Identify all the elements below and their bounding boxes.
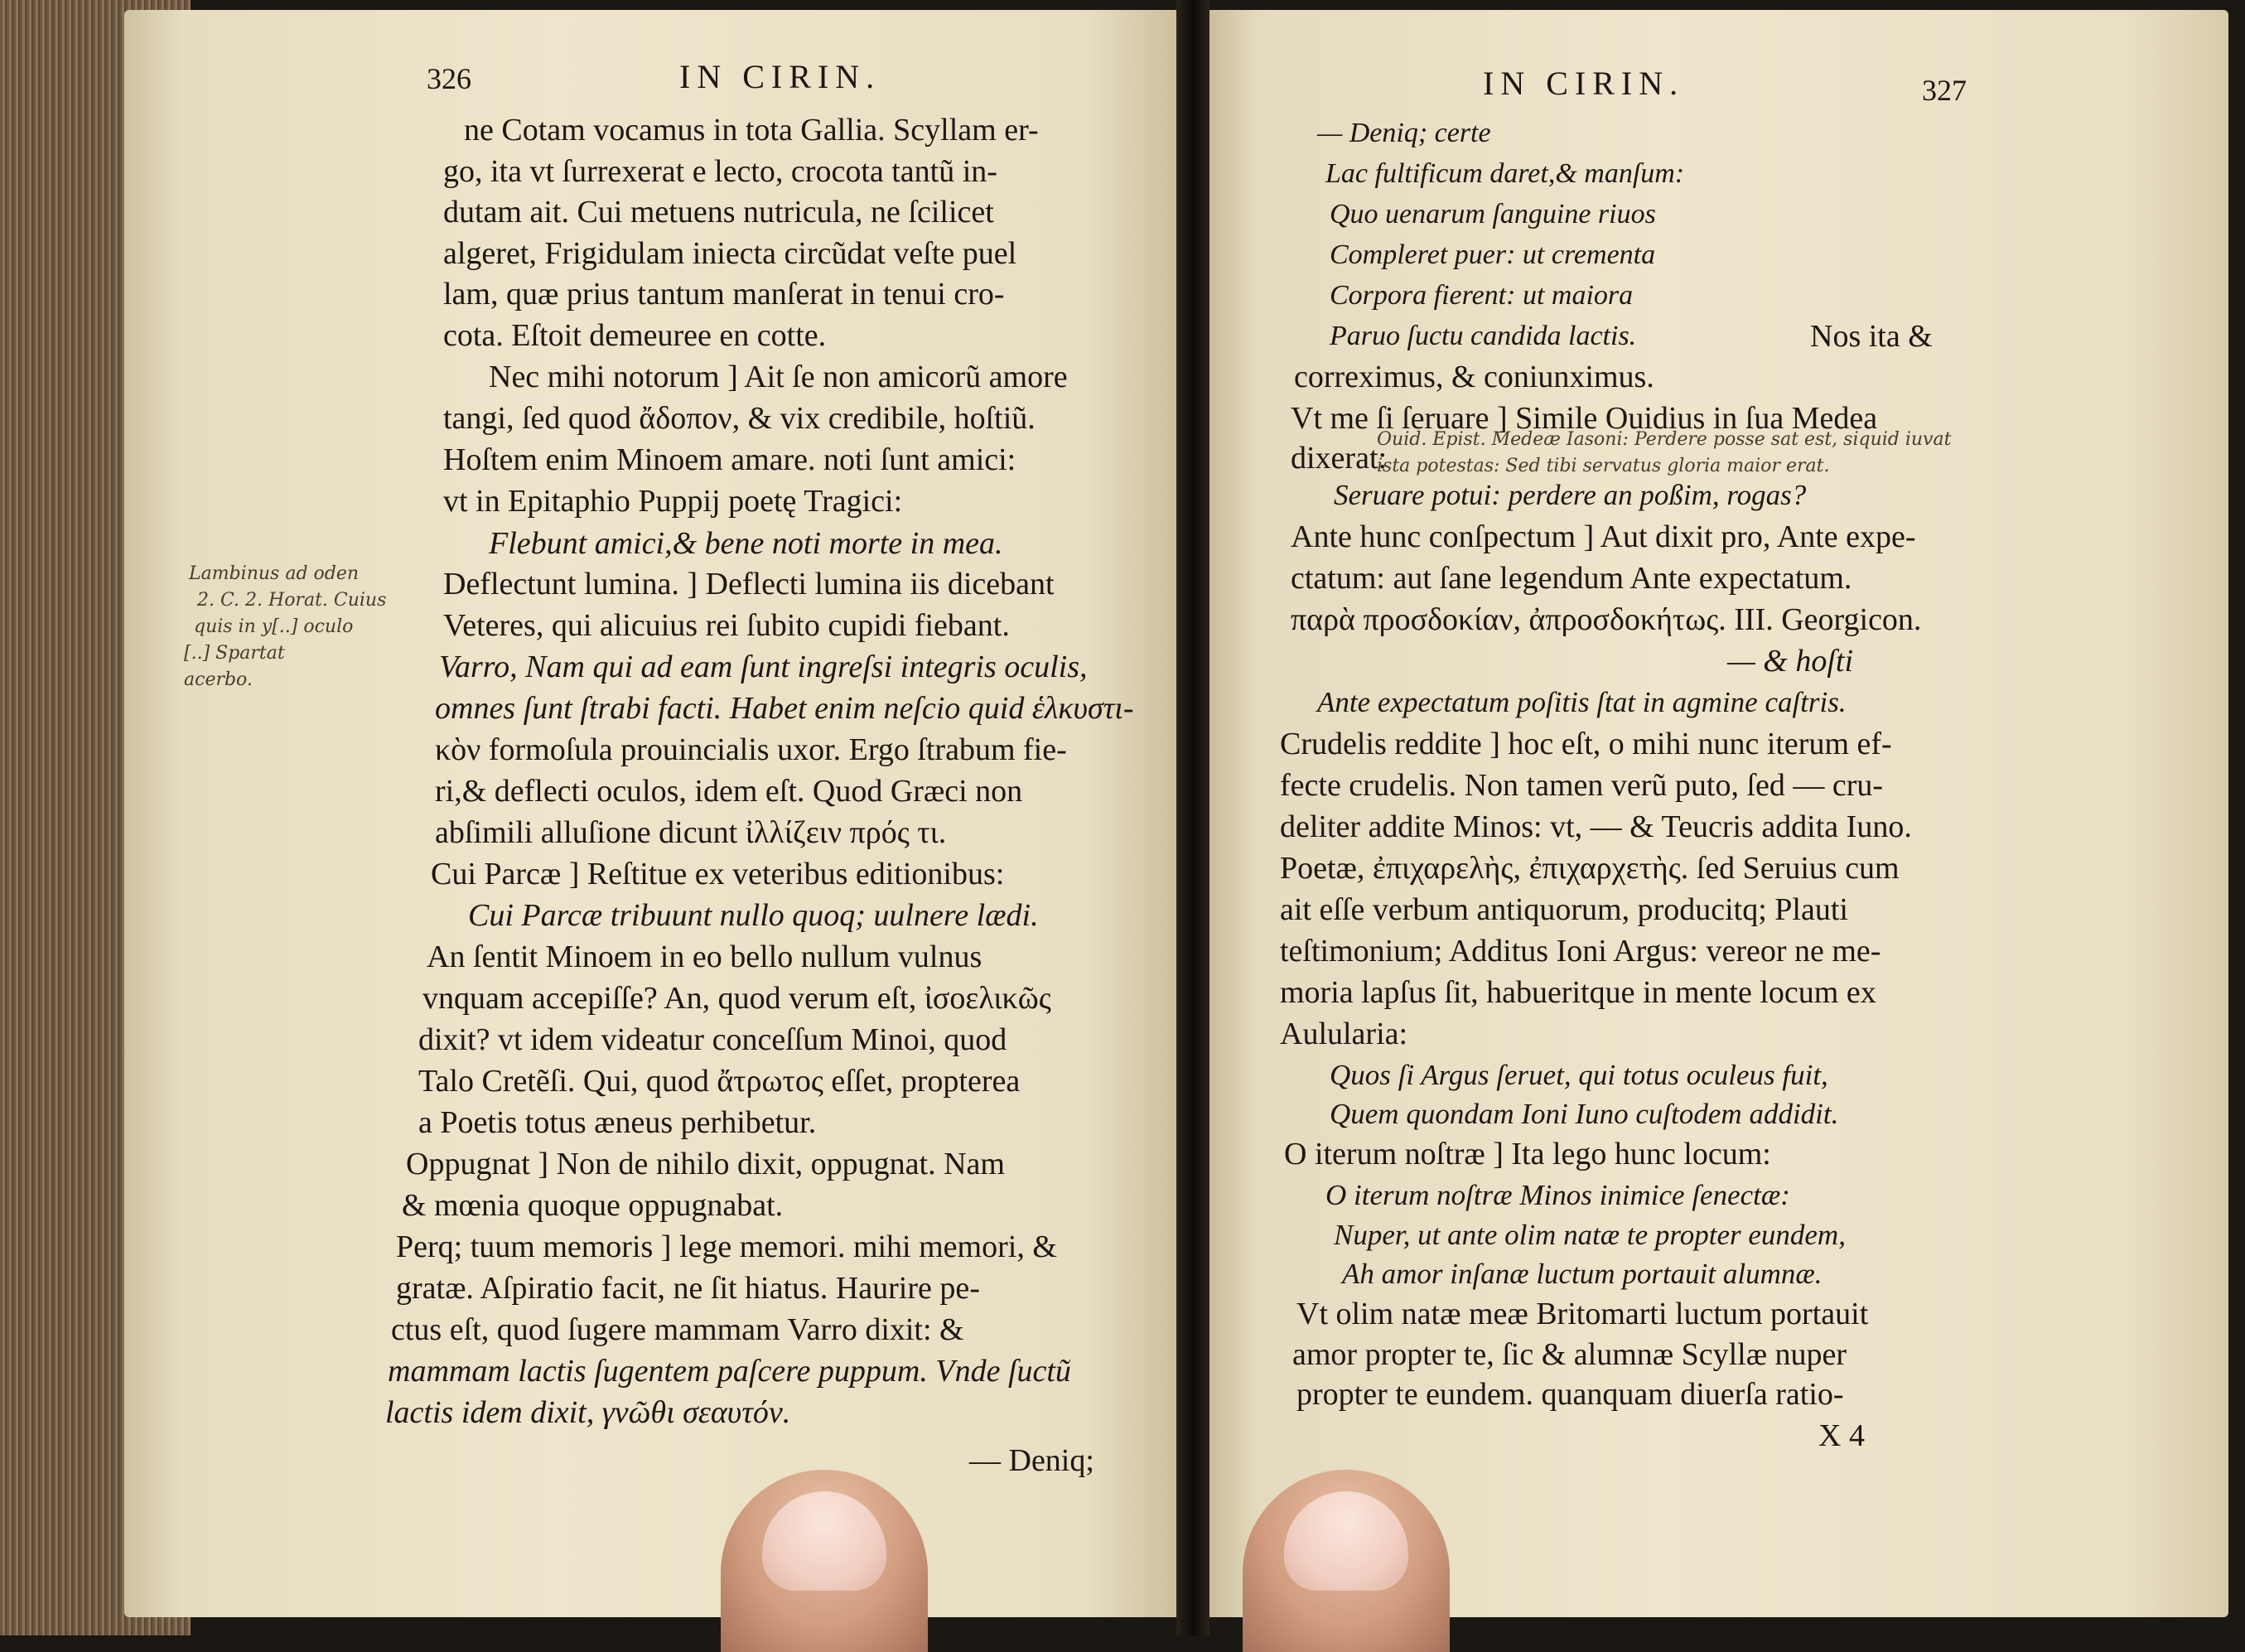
right-line: Quo uenarum ſanguine riuos	[1330, 199, 1656, 229]
margin-annotation: quis in y[..] oculo	[194, 616, 354, 637]
margin-annotation: 2. C. 2. Horat. Cuius	[197, 590, 387, 611]
margin-annotation: acerbo.	[184, 669, 253, 690]
left-line: a Poetis totus æneus perhibetur.	[418, 1105, 817, 1140]
left-line: mammam lactis ſugentem paſcere puppum. Vnde ſuctũ	[388, 1354, 1071, 1389]
right-line: Quem quondam Ioni Iuno cuſtodem addidit.	[1330, 1098, 1839, 1130]
book-gutter	[1176, 0, 1209, 1635]
right-line: fecte crudelis. Non tamen verũ puto, ſed — cru-	[1280, 768, 1884, 803]
left-line: Cui Parcæ ] Reſtitue ex veteribus editionibus:	[431, 857, 1005, 891]
right-line: correximus, & coniunximus.	[1294, 360, 1654, 394]
left-line: go, ita vt ſurrexerat e lecto, crocota tantũ in-	[443, 154, 997, 189]
left-line: omnes ſunt ſtrabi facti. Habet enim neſcio quid ἑλκυστι-	[435, 691, 1134, 726]
right-line: moria lapſus ſit, habueritque in mente locum ex	[1280, 975, 1876, 1010]
left-line: Perq; tuum memoris ] lege memori. mihi memori, &	[396, 1229, 1057, 1264]
left-line: Deflectunt lumina. ] Deflecti lumina iis dicebant	[443, 567, 1055, 601]
margin-annotation: [..] Spartat	[184, 643, 285, 664]
right-line: Ante expectatum poſitis ſtat in agmine caſtris.	[1317, 686, 1847, 718]
right-line: Corpora fierent: ut maiora	[1330, 280, 1634, 311]
right-line: — Deniq; certe	[1317, 118, 1491, 148]
left-line: Veteres, qui alicuius rei ſubito cupidi fiebant.	[443, 608, 1010, 643]
left-line: Varro, Nam qui ad eam ſunt ingreſsi integris oculis,	[439, 650, 1088, 684]
right-line: Nos ita &	[1810, 319, 1933, 354]
right-line: Compleret puer: ut crementa	[1330, 239, 1656, 270]
right-line: dixerat:	[1291, 441, 1388, 476]
right-line: ait eſſe verbum antiquorum, producitq; Plauti	[1280, 892, 1848, 927]
right-line: παρὰ προσδοκίαν, ἀπροσδοκήτως. III. Georgicon.	[1291, 602, 1922, 637]
left-line: Nec mihi notorum ] Ait ſe non amicorũ amore	[489, 360, 1068, 394]
left-line: ne Cotam vocamus in tota Gallia. Scyllam er-	[464, 113, 1039, 147]
right-line: Crudelis reddite ] hoc eſt, o mihi nunc iterum ef-	[1280, 727, 1892, 761]
margin-annotation: ista potestas: Sed tibi servatus gloria maior erat.	[1377, 456, 1830, 476]
right-line: Paruo ſuctu candida lactis.	[1330, 321, 1637, 351]
right-line: ctatum: aut ſane legendum Ante expectatum.	[1291, 561, 1852, 596]
left-line: Oppugnat ] Non de nihilo dixit, oppugnat. Nam	[406, 1147, 1005, 1181]
left-line: & mœnia quoque oppugnabat.	[402, 1188, 784, 1223]
thumbnail	[762, 1491, 886, 1591]
right-page-number: 327	[1922, 74, 1967, 107]
signature-mark: X 4	[1818, 1418, 1865, 1453]
left-line: ctus eſt, quod ſugere mammam Varro dixit: &	[391, 1312, 964, 1347]
right-line: Poetæ, ἐπιχαρελὴς, ἐπιχαρχετὴς. ſed Seruius cum	[1280, 851, 1900, 886]
left-line: dixit? vt idem videatur conceſſum Minoi, quod	[418, 1022, 1007, 1057]
right-line: Aulularia:	[1280, 1017, 1408, 1051]
left-line: Cui Parcæ tribuunt nullo quoq; uulnere lædi.	[468, 898, 1039, 933]
right-line: — & hoſti	[1727, 644, 1854, 679]
margin-annotation: Ouid. Epist. Medeæ Iasoni: Perdere posse sat est, siquid iuvat	[1377, 429, 1952, 450]
left-line: cota. Eſtoit demeuree en cotte.	[443, 318, 827, 353]
right-line: O iterum noſtræ ] Ita lego hunc locum:	[1284, 1137, 1771, 1171]
left-line: dutam ait. Cui metuens nutricula, ne ſcilicet	[443, 195, 994, 229]
left-line: Hoſtem enim Minoem amare. noti ſunt amici:	[443, 442, 1016, 477]
left-line: vt in Epitaphio Puppij poetę Tragici:	[443, 484, 903, 519]
left-line: abſimili alluſione dicunt ἰλλίζειν πρός τι.	[435, 815, 947, 850]
right-line: O iterum noſtræ Minos inimice ſenectæ:	[1325, 1179, 1790, 1211]
right-line: Quos ſi Argus ſeruet, qui totus oculeus fuit,	[1330, 1059, 1828, 1091]
right-line: Seruare potui: perdere an poßim, rogas?	[1334, 479, 1807, 511]
right-line: teſtimonium; Additus Ioni Argus: vereor ne me-	[1280, 934, 1881, 968]
margin-annotation: Lambinus ad oden	[189, 563, 360, 584]
right-line: Ante hunc conſpectum ] Aut dixit pro, Ante expe-	[1291, 519, 1916, 554]
left-page-number: 326	[427, 62, 471, 95]
left-line: ri,& deflecti oculos, idem eſt. Quod Græci non	[435, 774, 1023, 809]
left-running-header: IN CIRIN.	[679, 58, 881, 95]
left-line: κὸν formoſula prouincialis uxor. Ergo ſtrabum fie-	[435, 732, 1067, 767]
right-line: Ah amor inſanæ luctum portauit alumnæ.	[1342, 1258, 1823, 1290]
left-catchword: — Deniq;	[969, 1443, 1094, 1478]
right-line: amor propter te, ſic & alumnæ Scyllæ nuper	[1292, 1337, 1847, 1372]
left-line: Talo Cretẽſi. Qui, quod ἄτρωτος eſſet, propterea	[418, 1064, 1021, 1099]
left-line: gratæ. Aſpiratio facit, ne ſit hiatus. Haurire pe-	[396, 1271, 980, 1306]
right-running-header: IN CIRIN.	[1483, 65, 1685, 102]
right-line: Nuper, ut ante olim natæ te propter eundem,	[1334, 1219, 1846, 1251]
left-line: lam, quæ prius tantum manſerat in tenui cro-	[443, 277, 1005, 312]
left-line: Flebunt amici,& bene noti morte in mea.	[489, 526, 1003, 561]
right-line: Lac fultificum daret,& manſum:	[1325, 158, 1685, 189]
left-line: vnquam accepiſſe? An, quod verum eſt, ἰσοελικῶς	[422, 981, 1051, 1016]
thumbnail	[1284, 1491, 1408, 1591]
left-line: An ſentit Minoem in eo bello nullum vulnus	[427, 940, 982, 974]
right-line: Vt me ſi ſeruare ] Simile Ouidius in ſua Medea	[1291, 401, 1878, 436]
left-line: algeret, Frigidulam iniecta circũdat veſte puel	[443, 236, 1017, 271]
left-line: lactis idem dixit, γνῶθι σεαυτόν.	[385, 1395, 791, 1430]
right-line: deliter addite Minos: vt, — & Teucris addita Iuno.	[1280, 809, 1912, 844]
right-line: Vt olim natæ meæ Britomarti luctum portauit	[1296, 1297, 1869, 1331]
left-line: tangi, ſed quod ἄδοπον, & vix credibile, hoſtiũ.	[443, 401, 1036, 436]
right-line: propter te eundem. quanquam diuerſa ratio-	[1296, 1377, 1844, 1412]
